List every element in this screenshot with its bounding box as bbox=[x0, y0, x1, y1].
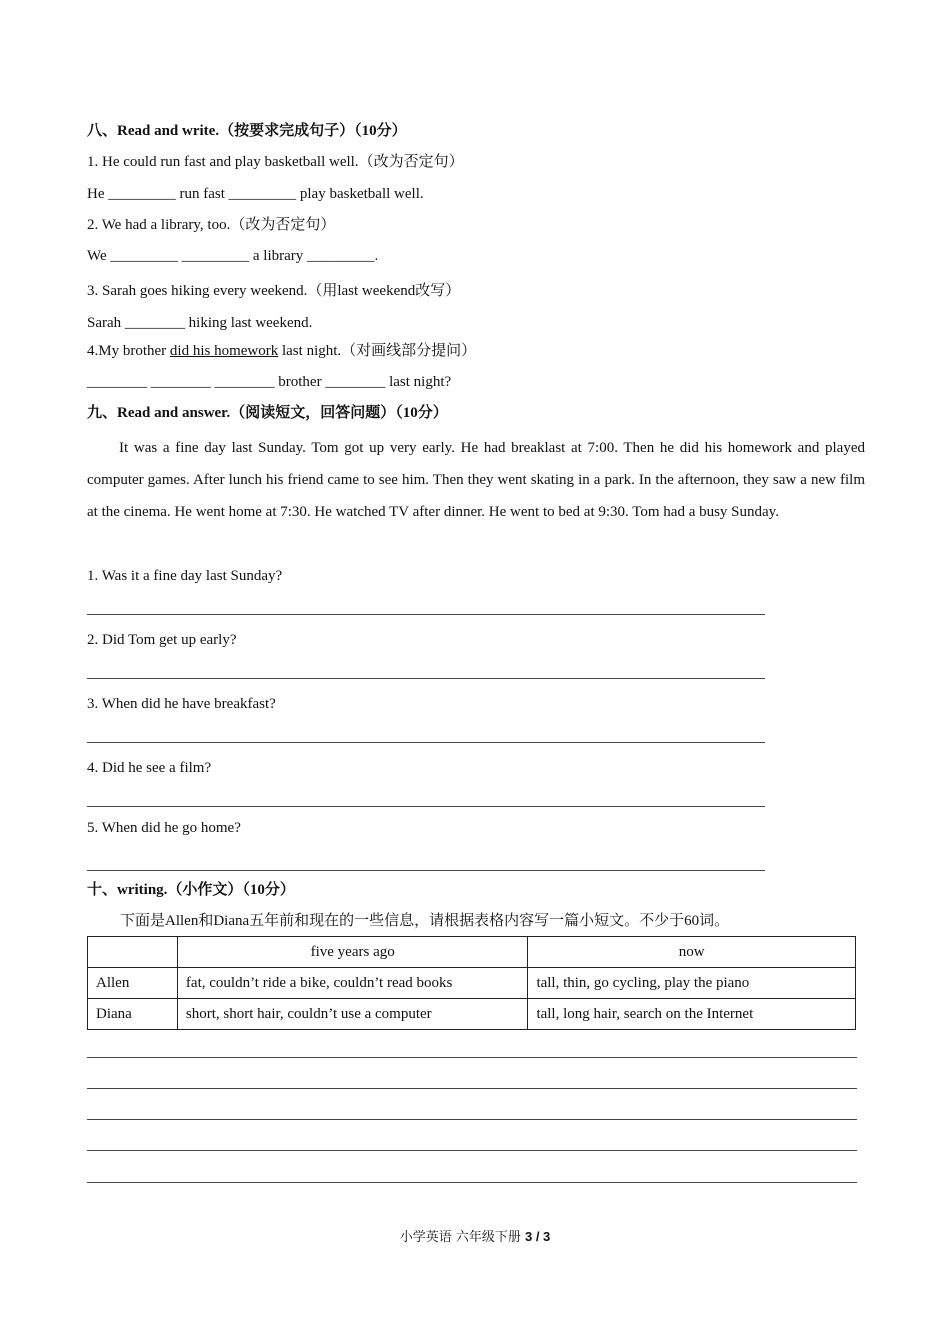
table-cell: short, short hair, couldn’t use a computer bbox=[177, 999, 528, 1030]
footer-label: 小学英语 六年级下册 bbox=[399, 1230, 525, 1245]
writing-instruction: 下面是Allen和Diana五年前和现在的一些信息，请根据表格内容写一篇小短文。不少于60词。 bbox=[120, 913, 730, 929]
reading-question-5: 5. When did he go home? bbox=[87, 820, 241, 836]
table-row bbox=[88, 968, 856, 999]
answer-line-3[interactable] bbox=[87, 742, 765, 743]
section8-question-1: 1. He could run fast and play basketball well.（改为否定句） bbox=[87, 154, 464, 170]
table-cell: Allen bbox=[88, 968, 178, 999]
table-row bbox=[88, 999, 856, 1030]
reading-question-2: 2. Did Tom get up early? bbox=[87, 632, 237, 648]
writing-line-5[interactable] bbox=[87, 1182, 857, 1183]
section8-answer-1: He _________ run fast _________ play basketball well. bbox=[87, 186, 424, 202]
section8-heading: 八、Read and write.（按要求完成句子）（10分） bbox=[87, 123, 407, 139]
section9-heading: 九、Read and answer.（阅读短文，回答问题）（10分） bbox=[87, 405, 448, 421]
writing-line-4[interactable] bbox=[87, 1150, 857, 1151]
answer-line-4[interactable] bbox=[87, 806, 765, 807]
section10-heading: 十、writing.（小作文）（10分） bbox=[87, 882, 295, 898]
table-cell: fat, couldn’t ride a bike, couldn’t read books bbox=[177, 968, 528, 999]
section8-question-2: 2. We had a library, too.（改为否定句） bbox=[87, 217, 336, 233]
table-header-cell bbox=[88, 937, 178, 968]
section8-answer-2: We _________ _________ a library _________. bbox=[87, 248, 379, 264]
info-table bbox=[87, 936, 856, 1030]
answer-line-2[interactable] bbox=[87, 678, 765, 679]
section8-question-3: 3. Sarah goes hiking every weekend.（用last weekend改写） bbox=[87, 283, 461, 299]
q4-suffix: last night.（对画线部分提问） bbox=[278, 343, 477, 359]
q4-underlined-phrase: did his homework bbox=[169, 343, 279, 359]
table-header-row bbox=[88, 937, 856, 968]
page-footer bbox=[0, 1226, 950, 1245]
section8-question-4 bbox=[87, 341, 476, 361]
passage-text: It was a fine day last Sunday. Tom got up very early. He had breaklast at 7:00. Then he did his homework and played computer games. After lunch his friend came to see him. Then they went skating in a park. In the afternoon, they saw a new film at the cinema. He went home at 7:30. He watched TV after dinner. He went to bed at 9:30. Tom had a busy Sunday. bbox=[87, 440, 865, 520]
section8-answer-3: Sarah ________ hiking last weekend. bbox=[87, 315, 313, 331]
section8-answer-4: ________ ________ ________ brother ________ last night? bbox=[87, 374, 452, 390]
table-header-cell: five years ago bbox=[177, 937, 528, 968]
reading-question-3: 3. When did he have breakfast? bbox=[87, 696, 276, 712]
writing-line-3[interactable] bbox=[87, 1119, 857, 1120]
table-cell: tall, thin, go cycling, play the piano bbox=[528, 968, 856, 999]
answer-line-5[interactable] bbox=[87, 870, 765, 871]
writing-line-1[interactable] bbox=[87, 1057, 857, 1058]
table-header-cell: now bbox=[528, 937, 856, 968]
reading-question-1: 1. Was it a fine day last Sunday? bbox=[87, 568, 283, 584]
q4-prefix: 4.My brother bbox=[87, 343, 170, 359]
answer-line-1[interactable] bbox=[87, 614, 765, 615]
writing-line-2[interactable] bbox=[87, 1088, 857, 1089]
table-cell: Diana bbox=[88, 999, 178, 1030]
table-cell: tall, long hair, search on the Internet bbox=[528, 999, 856, 1030]
page-number: 3 / 3 bbox=[524, 1229, 551, 1244]
reading-question-4: 4. Did he see a film? bbox=[87, 760, 212, 776]
reading-passage bbox=[87, 432, 865, 528]
